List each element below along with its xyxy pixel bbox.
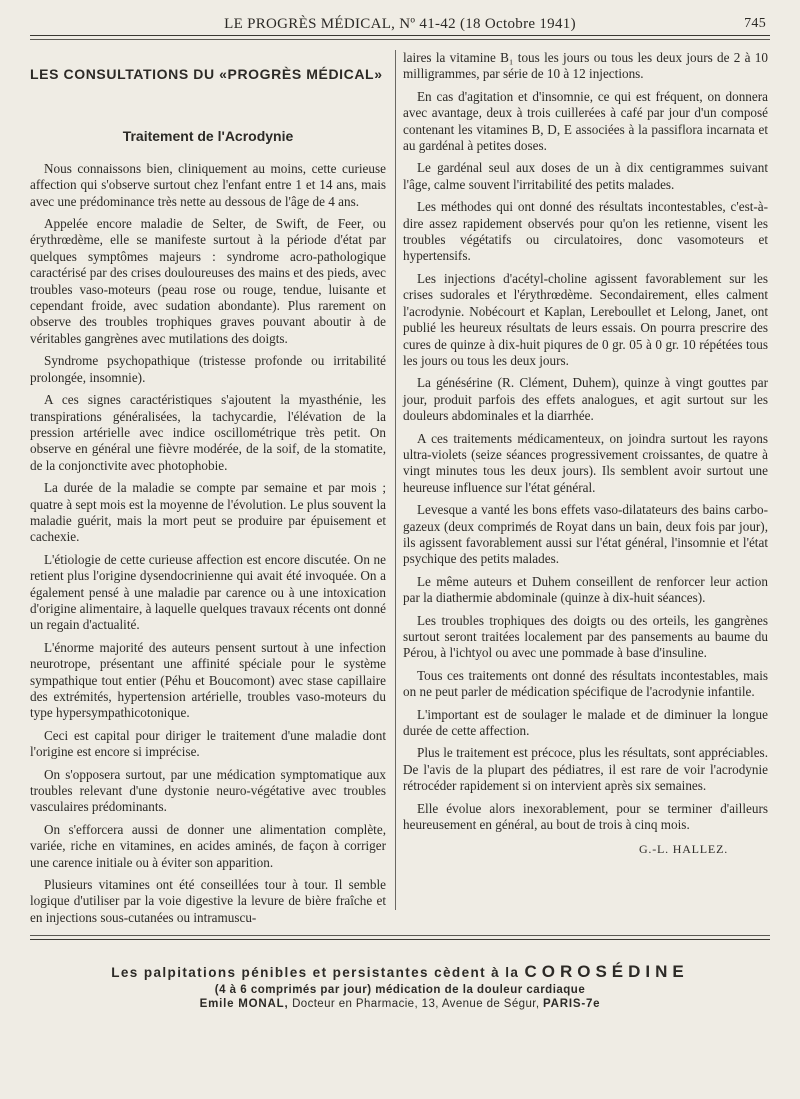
article-title: Traitement de l'Acrodynie bbox=[122, 128, 294, 145]
ad-headline bbox=[30, 962, 770, 982]
right-column bbox=[403, 50, 768, 858]
ad-headline-text: Les palpitations pénibles et persistantes cèdent à la bbox=[111, 965, 520, 980]
header-rule-thin bbox=[30, 39, 770, 40]
paragraph: Syndrome psychopathique (tristesse profonde ou irritabilité prolongée, insomnie). bbox=[30, 353, 386, 385]
paragraph: Plus le traitement est précoce, plus les résultats, sont appréciables. De l'avis de la plupart des pédiatres, il est rare de voir l'acrodynie rétrocéder rapidement si on intervient après six semaines. bbox=[403, 745, 768, 794]
journal-title: LE PROGRÈS MÉDICAL, Nº 41-42 (18 Octobre 1941) bbox=[224, 16, 576, 32]
ad-pharmacist: Emile MONAL, bbox=[199, 998, 289, 1010]
paragraph: laires la vitamine B₁ tous les jours ou tous les deux jours de 2 à 10 milligrammes, par série de 10 à 12 injections. bbox=[403, 50, 768, 82]
paragraph: Ceci est capital pour diriger le traitement d'une maladie dont l'origine est encore si imprécise. bbox=[30, 727, 386, 760]
paragraph: Le même auteurs et Duhem conseillent de renforcer leur action par la diathermie abdominale (quinze à dix-huit séances). bbox=[403, 573, 768, 606]
paragraph: La génésérine (R. Clément, Duhem), quinze à vingt gouttes par jour, produit parfois des effets analogues, et agit surtout sur les douleurs abdominales et la diarrhée. bbox=[403, 375, 768, 424]
paragraph: A ces traitements médicamenteux, on joindra surtout les rayons ultra-violets (seize séances progressivement croissantes, de quatre à vingt minutes tous les deux jours). Ils semblent avoir surtout une heureuse influence sur l'état général. bbox=[403, 430, 768, 495]
paragraph: Nous connaissons bien, cliniquement au moins, cette curieuse affection qui s'observe surtout chez l'enfant entre 1 et 14 ans, mais avec une prédominance très nette au dessous de l'âge de 4 ans. bbox=[30, 160, 386, 209]
footer-rule-thin bbox=[30, 935, 770, 936]
paragraph: L'énorme majorité des auteurs pensent surtout à une infection neurotrope, présentant une affinité spéciale pour le système sympathique tout entier (Péhu et Boucomont) avec stase capillaire des extrémités, hypertension artérielle, troubles vaso-moteurs du type hypersympathicotonique. bbox=[30, 639, 386, 721]
paragraph: On s'opposera surtout, par une médication symptomatique aux troubles relevant d'une dystonie neuro-végétative avec troubles vasculaires prédominants. bbox=[30, 766, 386, 815]
footer-rule bbox=[30, 939, 770, 940]
paragraph: Les injections d'acétyl-choline agissent favorablement sur les crises sudorales et l'érythrœdème. Secondairement, elles calment l'acrodynie. Nobécourt et Kaplan, Lereboullet et Lelong, Janet, ont publié les heureux résultats de leurs essais. On pourra prescrire des cures de quinze à dix-huit piqures de 0 gr. 05 à 0 gr. 10 répétées tous les jours ou tous les deux jours. bbox=[403, 270, 768, 368]
advertisement bbox=[30, 962, 770, 1010]
ad-dosage: (4 à 6 comprimés par jour) médication de la douleur cardiaque bbox=[214, 984, 586, 996]
paragraph: Les troubles trophiques des doigts ou des orteils, les gangrènes surtout seront traitées localement par des pansements au baume du Pérou, à l'ichtyol ou avec une pommade à base d'insuline. bbox=[403, 612, 768, 661]
paragraph: L'important est de soulager le malade et de diminuer la longue durée de cette affection. bbox=[403, 706, 768, 739]
paragraph: Appelée encore maladie de Selter, de Swift, de Feer, ou érythrœdème, elle se manifeste surtout à la période d'état par quelques symptômes majeurs : syndrome acro-pathologique caractérisé par des crises douloureuses des mains et des pieds, avec troubles vaso-moteurs (peau rose ou rouge, tendue, luisante et cependant froide, avec sudation abondante). Plus rarement on observe des troubles trophiques graves pouvant aboutir à de véritables gangrènes avec mutilations des doigts. bbox=[30, 216, 386, 346]
header-rule bbox=[30, 35, 770, 36]
paragraph: On s'efforcera aussi de donner une alimentation complète, variée, riche en vitamines, en acides aminés, de façon à corriger une carence initiale ou à éviter son apparition. bbox=[30, 821, 386, 870]
left-column bbox=[30, 52, 386, 932]
ad-city: PARIS-7e bbox=[543, 998, 601, 1010]
ad-address-text: Docteur en Pharmacie, 13, Avenue de Ségur, bbox=[288, 998, 544, 1010]
paragraph: Le gardénal seul aux doses de un à dix centigrammes suivant l'âge, calme souvent l'irritabilité des petits malades. bbox=[403, 160, 768, 192]
paragraph: L'étiologie de cette curieuse affection est encore discutée. On ne retient plus l'origine dysendocrinienne qui avait été invoquée. On a également pensé à une maladie par carence ou à une intoxication d'origine alimentaire, à laquelle quelques travaux récents ont donné un regain d'actualité. bbox=[30, 551, 386, 633]
section-title: LES CONSULTATIONS DU «PROGRÈS MÉDICAL» bbox=[30, 66, 383, 82]
paragraph: En cas d'agitation et d'insomnie, ce qui est fréquent, on donnera avec avantage, deux à trois cuillerées à café par jour d'un composé contenant les vitamines B, D, E associées à la passiflora incarnata et au gardénal à petites doses. bbox=[403, 88, 768, 154]
paragraph: A ces signes caractéristiques s'ajoutent la myasthénie, les transpirations généralisées, la tachycardie, l'élévation de la pression artérielle avec indice oscillométrique très petit. On observe en général une fièvre modérée, de la soif, de la stomatite, de la conjonctivite avec photophobie. bbox=[30, 392, 386, 473]
paragraph: Elle évolue alors inexorablement, pour se terminer d'ailleurs heureusement en général, au bout de trois à cinq mois. bbox=[403, 800, 768, 833]
ad-brand: COROSÉDINE bbox=[524, 962, 689, 981]
running-header bbox=[0, 10, 800, 34]
ad-address bbox=[30, 998, 770, 1010]
paragraph: Levesque a vanté les bons effets vaso-dilatateurs des bains carbo-gazeux (deux comprimés de Royat dans un bain, deux fois par jour), ils agissent favorablement aussi sur l'état général, l'insomnie et l'état psychique des petits malades. bbox=[403, 502, 768, 567]
left-body bbox=[30, 161, 386, 926]
paragraph: La durée de la maladie se compte par semaine et par mois ; quatre à sept mois est la moyenne de l'évolution. Le plus souvent la maladie guérit, mais la mort peut se produire par épuisement et cachexie. bbox=[30, 480, 386, 545]
author-signature: G.-L. HALLEZ. bbox=[638, 842, 728, 857]
paragraph: Les méthodes qui ont donné des résultats incontestables, c'est-à-dire assez rapidement observés pour qu'on les retienne, visent les troubles végétatifs ou circulatoires, donc vasomoteurs et hypertensifs. bbox=[403, 199, 768, 264]
paragraph: Plusieurs vitamines ont été conseillées tour à tour. Il semble logique d'utiliser par la voie digestive la levure de bière fraîche et en injections sous-cutanées ou intramuscu- bbox=[30, 877, 386, 925]
right-body bbox=[403, 50, 768, 833]
page-number: 745 bbox=[744, 16, 766, 31]
paragraph: Tous ces traitements ont donné des résultats incontestables, mais on ne peut parler de médication spécifique de l'acrodynie infantile. bbox=[403, 667, 768, 700]
column-divider bbox=[395, 50, 396, 910]
